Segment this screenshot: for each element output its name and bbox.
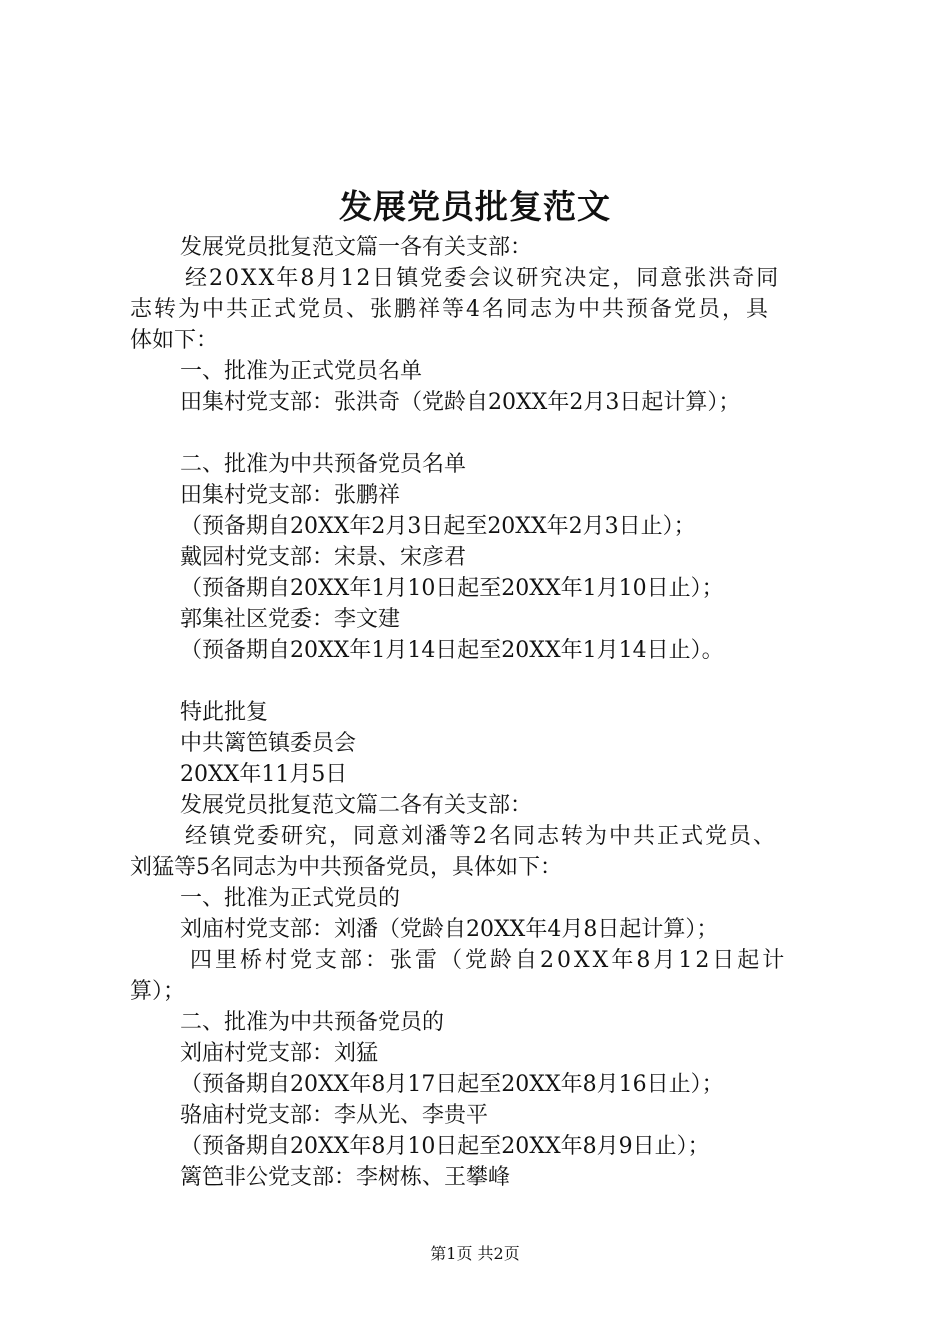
body-line: （预备期自20XX年8月10日起至20XX年8月9日止）； <box>180 1134 710 1159</box>
body-line: 刘庙村党支部：刘猛 <box>180 1041 379 1066</box>
body-line: 一、批准为正式党员名单 <box>180 359 423 384</box>
body-line: （预备期自20XX年1月14日起至20XX年1月14日止）。 <box>180 638 724 663</box>
body-line: 二、批准为中共预备党员的 <box>180 1010 445 1035</box>
body-line: 发展党员批复范文篇二各有关支部： <box>180 793 533 818</box>
body-line: 戴园村党支部：宋景、宋彦君 <box>180 545 467 570</box>
body-line: 刘庙村党支部：刘潘（党龄自20XX年4月8日起计算）； <box>180 917 719 942</box>
body-line: 四里桥村党支部：张雷（党龄自20XX年8月12日起计 <box>190 948 788 973</box>
body-line: 刘猛等5名同志为中共预备党员，具体如下： <box>130 855 562 880</box>
body-line: 田集村党支部：张鹏祥 <box>180 483 401 508</box>
body-line: 算）； <box>130 979 186 1004</box>
body-line: 特此批复 <box>180 700 269 725</box>
blank-line <box>130 666 830 697</box>
body-line: 经镇党委研究，同意刘潘等2名同志转为中共正式党员、 <box>185 824 777 849</box>
body-line: （预备期自20XX年2月3日起至20XX年2月3日止）； <box>180 514 696 539</box>
body-line: 发展党员批复范文篇一各有关支部： <box>180 235 533 260</box>
document-body <box>130 232 830 1193</box>
body-line: 20XX年11月5日 <box>180 762 348 787</box>
body-line: （预备期自20XX年8月17日起至20XX年8月16日止）； <box>180 1072 724 1097</box>
body-line: 田集村党支部：张洪奇（党龄自20XX年2月3日起计算）； <box>180 390 741 415</box>
body-line: 一、批准为正式党员的 <box>180 886 401 911</box>
page-footer: 第1页 共2页 <box>430 1244 520 1263</box>
body-line: 郭集社区党委：李文建 <box>180 607 401 632</box>
body-line: 体如下： <box>130 328 219 353</box>
body-line: 中共篱笆镇委员会 <box>180 731 357 756</box>
body-line: 志转为中共正式党员、张鹏祥等4名同志为中共预备党员，具 <box>130 297 770 322</box>
body-line: 二、批准为中共预备党员名单 <box>180 452 467 477</box>
document-title: 发展党员批复范文 <box>339 187 611 226</box>
body-line: 骆庙村党支部：李从光、李贵平 <box>180 1103 489 1128</box>
blank-line <box>130 418 830 449</box>
body-line: 篱笆非公党支部：李树栋、王攀峰 <box>180 1165 511 1190</box>
body-line: 经20XX年8月12日镇党委会议研究决定，同意张洪奇同 <box>185 266 781 291</box>
body-line: （预备期自20XX年1月10日起至20XX年1月10日止）； <box>180 576 724 601</box>
